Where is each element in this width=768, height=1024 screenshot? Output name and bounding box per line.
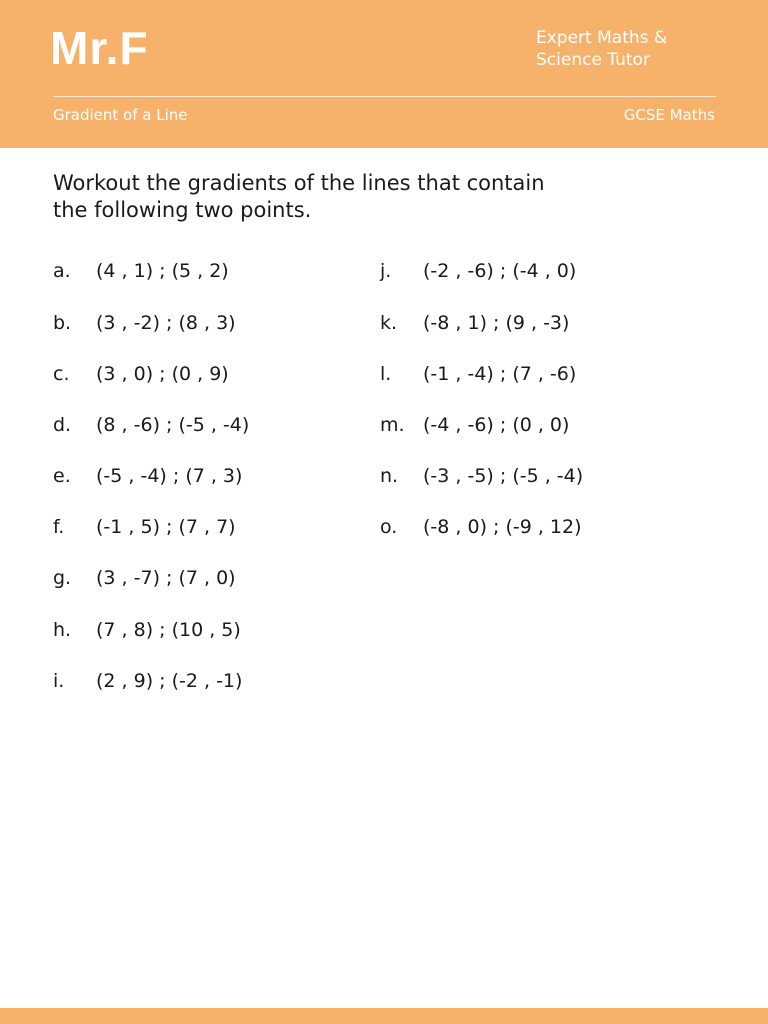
question-points: (3 , 0) ; (0 , 9)	[96, 363, 229, 385]
question-points: (7 , 8) ; (10 , 5)	[96, 619, 241, 641]
question-letter: i.	[53, 670, 65, 692]
question-item	[53, 515, 236, 539]
question-letter: b.	[53, 312, 72, 334]
question-points: (-1 , 5) ; (7 , 7)	[96, 516, 236, 538]
question-points: (3 , -2) ; (8 , 3)	[96, 312, 236, 334]
question-points: (-2 , -6) ; (-4 , 0)	[423, 260, 577, 282]
header-banner	[0, 0, 768, 148]
question-item	[53, 362, 229, 386]
question-letter: k.	[380, 312, 398, 334]
question-points: (-5 , -4) ; (7 , 3)	[96, 465, 243, 487]
question-item	[380, 413, 569, 437]
question-letter: m.	[380, 414, 405, 436]
tagline	[536, 27, 736, 71]
question-letter: l.	[380, 363, 392, 385]
logo: Mr.F	[50, 22, 149, 74]
question-item	[380, 464, 583, 488]
tagline-line-2: Science Tutor	[536, 50, 650, 70]
question-item	[53, 669, 242, 693]
question-points: (3 , -7) ; (7 , 0)	[96, 567, 236, 589]
question-letter: f.	[53, 516, 65, 538]
question-item	[53, 618, 241, 642]
question-letter: a.	[53, 260, 71, 282]
question-points: (-1 , -4) ; (7 , -6)	[423, 363, 577, 385]
question-points: (-3 , -5) ; (-5 , -4)	[423, 465, 584, 487]
question-item	[53, 259, 229, 283]
instructions-line-2: the following two points.	[53, 198, 312, 222]
topic-label: Gradient of a Line	[53, 106, 188, 124]
question-letter: j.	[380, 260, 392, 282]
question-item	[53, 566, 236, 590]
question-points: (-8 , 0) ; (-9 , 12)	[423, 516, 582, 538]
instructions-line-1: Workout the gradients of the lines that contain	[53, 171, 545, 195]
question-item	[53, 464, 242, 488]
question-item	[380, 259, 576, 283]
question-item	[380, 362, 576, 386]
question-item	[53, 311, 236, 335]
question-letter: o.	[380, 516, 398, 538]
question-letter: g.	[53, 567, 72, 589]
question-item	[53, 413, 249, 437]
question-letter: d.	[53, 414, 72, 436]
question-letter: e.	[53, 465, 71, 487]
question-points: (4 , 1) ; (5 , 2)	[96, 260, 229, 282]
question-points: (8 , -6) ; (-5 , -4)	[96, 414, 250, 436]
level-label: GCSE Maths	[623, 106, 715, 124]
question-letter: c.	[53, 363, 70, 385]
instructions	[53, 170, 713, 224]
question-points: (-4 , -6) ; (0 , 0)	[423, 414, 570, 436]
question-letter: n.	[380, 465, 399, 487]
tagline-line-1: Expert Maths &	[536, 28, 668, 48]
question-points: (-8 , 1) ; (9 , -3)	[423, 312, 570, 334]
question-item	[380, 515, 582, 539]
question-item	[380, 311, 569, 335]
header-divider	[53, 96, 716, 97]
question-letter: h.	[53, 619, 72, 641]
question-points: (2 , 9) ; (-2 , -1)	[96, 670, 243, 692]
footer-bar	[0, 1008, 768, 1024]
